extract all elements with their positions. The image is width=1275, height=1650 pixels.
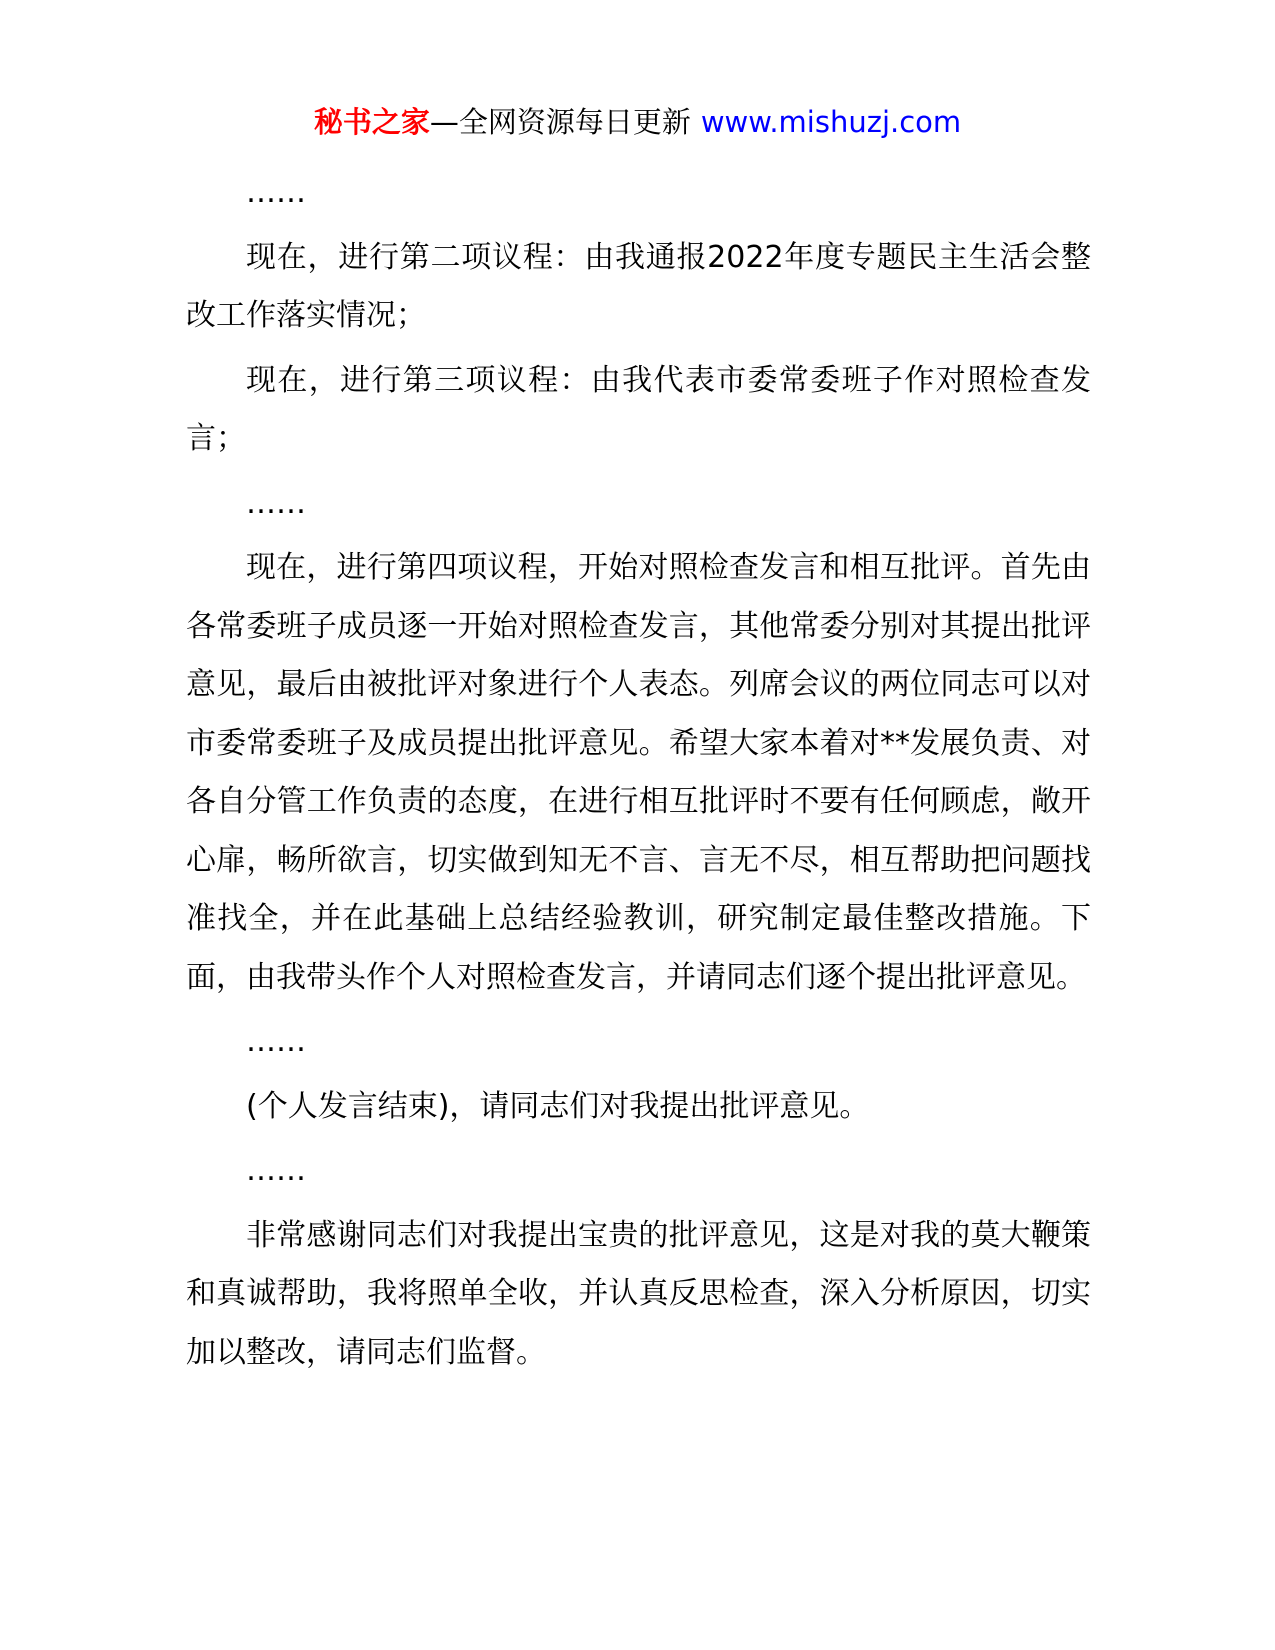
paragraph-ellipsis: ……	[246, 175, 306, 210]
paragraph-agenda-two: 现在，进行第二项议程：由我通报2022年度专题民主生活会整改工作落实情况；	[186, 239, 1091, 333]
site-link[interactable]: www.mishuzj.com	[700, 105, 962, 139]
paragraph-agenda-three: 现在，进行第三项议程：由我代表市委常委班子作对照检查发言；	[186, 362, 1091, 456]
brand-name: 秘书之家	[313, 105, 430, 139]
paragraph-thanks: 非常感谢同志们对我提出宝贵的批评意见，这是对我的莫大鞭策和真诚帮助，我将照单全收，并认真反思检查，深入分析原因，切实加以整改，请同志们监督。	[186, 1217, 1091, 1370]
paragraph-agenda-four: 现在，进行第四项议程，开始对照检查发言和相互批评。首先由各常委班子成员逐一开始对照检查发言，其他常委分别对其提出批评意见，最后由被批评对象进行个人表态。列席会议的两位同志可以对市委常委班子及成员提出批评意见。希望大家本着对**发展负责、对各自分管工作负责的态度，在进行相互批评时不要有任何顾虑，敞开心扉，畅所欲言，切实做到知无不言、言无不尽，相互帮助把问题找准找全，并在此基础上总结经验教训，研究制定最佳整改措施。下面，由我带头作个人对照检查发言，并请同志们逐个提出批评意见。	[186, 550, 1091, 995]
paragraph-ellipsis: ……	[246, 1024, 306, 1059]
paragraph-ellipsis: ……	[246, 1153, 306, 1188]
page-header	[0, 100, 1275, 144]
paragraph-ellipsis: ……	[246, 485, 306, 521]
header-slogan: —全网资源每日更新	[429, 105, 691, 139]
paragraph-speech-end: (个人发言结束)，请同志们对我提出批评意见。	[246, 1088, 870, 1124]
document-body	[186, 164, 1091, 1382]
